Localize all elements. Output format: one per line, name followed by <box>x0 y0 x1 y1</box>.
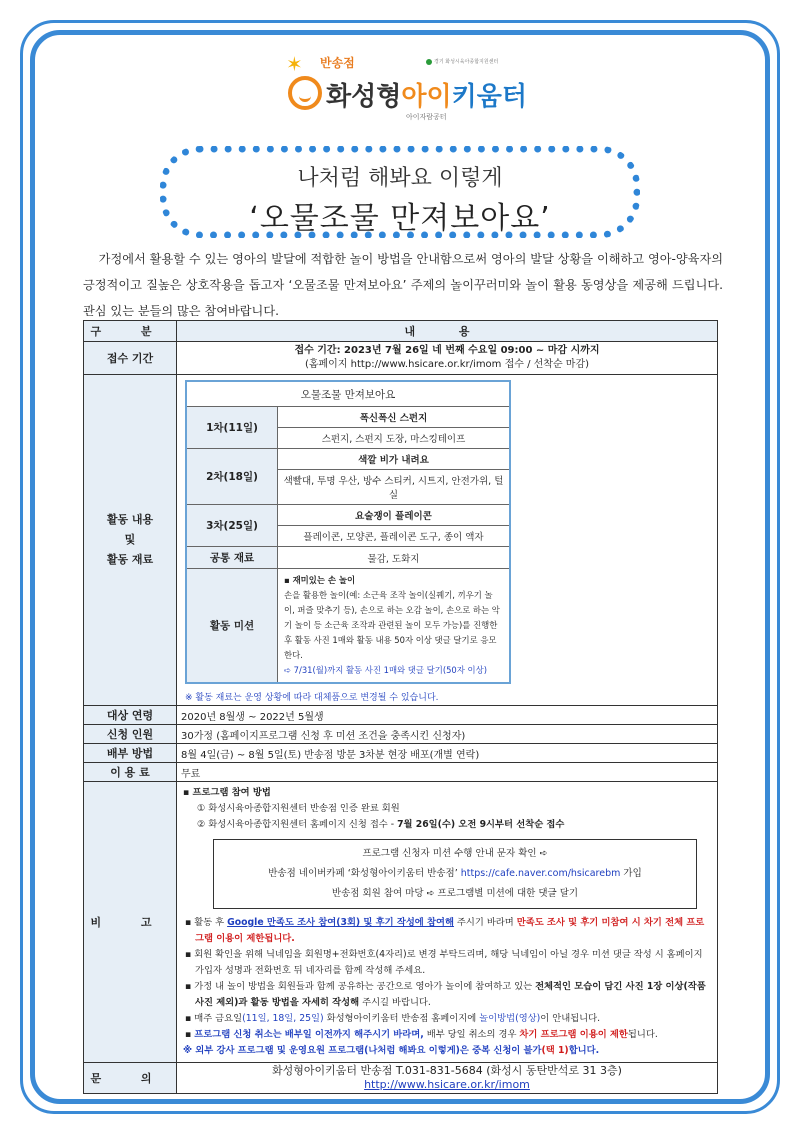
star-icon: ✶ <box>286 52 303 76</box>
row-contact <box>84 1063 718 1094</box>
remarks-label: 비 고 <box>84 782 177 1063</box>
row-people <box>84 725 718 744</box>
notice-line1: 프로그램 신청자 미션 수행 안내 문자 확인 ➪ <box>362 848 548 859</box>
fee-label: 이 용 료 <box>84 763 177 782</box>
activity-header: 오물조물 만져보아요 <box>186 381 510 407</box>
age-label: 대상 연령 <box>84 706 177 725</box>
note-4c: 화성형아이키움터 반송점 홈페이지에 <box>323 1013 480 1024</box>
people-label: 신청 인원 <box>84 725 177 744</box>
notice-box <box>213 839 697 909</box>
row-distribution <box>84 744 718 763</box>
distribution-label: 배부 방법 <box>84 744 177 763</box>
note-1 <box>183 915 711 947</box>
notice-line2c: 가입 <box>620 868 642 879</box>
age-value: 2020년 8월생 ~ 2022년 5월생 <box>177 706 718 725</box>
note-4a: ▪ 매주 금요일 <box>185 1013 243 1024</box>
activity-subtable <box>185 380 511 684</box>
logo-sub: 아이자람공터 <box>406 113 447 121</box>
distribution-value: 8월 4일(금) ~ 8월 5일(토) 반송점 방문 3차분 현장 배포(개별 연락) <box>177 744 718 763</box>
logo-name-c: 키움터 <box>451 82 527 112</box>
note-3 <box>183 979 711 1011</box>
note-5b: 프로그램 신청 취소는 배부일 이전까지 해주시기 바라며, <box>194 1029 424 1040</box>
note-5d: 차기 프로그램 이용이 제한 <box>519 1029 628 1040</box>
activity-footnote: ※ 활동 재료는 운영 상황에 따라 대체품으로 변경될 수 있습니다. <box>185 693 439 703</box>
people-value: 30가정 (홈페이지프로그램 신청 후 미션 조건을 충족시킨 신청자) <box>177 725 718 744</box>
logo-org: 경기 화성시육아종합지원센터 <box>434 59 499 65</box>
note-1a: ▪ 활동 후 <box>185 917 228 928</box>
contact-link[interactable]: http://www.hsicare.or.kr/imom <box>364 1078 530 1091</box>
mission-label: 활동 미션 <box>186 569 278 684</box>
note-1b: Google 만족도 조사 참여(3회) 및 후기 작성에 참여해 <box>227 917 454 928</box>
note-1c: 주시기 바라며 <box>453 917 517 928</box>
org-icon <box>426 59 432 65</box>
note-4 <box>183 1011 711 1027</box>
mission-text: 손을 활용한 놀이(예: 소근육 조작 놀이(실꿰기, 끼우기 놀이, 퍼즐 맞추기 등), 손으로 하는 오감 놀이, 손으로 하는 악기 놀이 등 소근육 조작과 관련된 놀이 모두 가능)를 진행한 후 활동 사진 1매와 활동 내용 50자 이상 댓글 달기로 응모한다. <box>284 590 500 660</box>
smile-icon <box>288 76 322 110</box>
contact-value <box>177 1063 718 1094</box>
table-header <box>84 321 718 342</box>
round3-items: 플레이콘, 모양콘, 플레이콘 도구, 종이 액자 <box>278 526 511 547</box>
row-reception <box>84 342 718 375</box>
logo <box>286 50 527 140</box>
contact-line1: 화성형아이키움터 반송점 T.031-831-5684 (화성시 동탄반석로 31 3층) <box>272 1064 622 1077</box>
note-5c: 배부 당일 취소의 경우 <box>423 1029 520 1040</box>
note-3b: 전체적인 모습이 담긴 사진 1장 이상(작품 사진 제외)과 활동 방법을 자세히 작성해 <box>195 981 706 1008</box>
fee-value: 무료 <box>177 763 718 782</box>
round1-name: 1차(11일) <box>186 407 278 449</box>
info-table <box>83 320 718 1094</box>
mission-content <box>278 569 511 684</box>
row-age <box>84 706 718 725</box>
row-remarks <box>84 782 718 1063</box>
note-3c: 주시길 바랍니다. <box>359 997 431 1008</box>
reception-line2: (홈페이지 http://www.hsicare.or.kr/imom 접수 / 선착순 마감) <box>304 359 590 370</box>
intro-body: 가정에서 활용할 수 있는 영아의 발달에 적합한 놀이 방법을 안내함으로써 영아의 발달 상황을 이해하고 영아-양육자의 긍정적이고 질높은 상호작용을 돕고자 ‘오물조물 만져보아요’ 주제의 놀이꾸러미와 놀이 활용 동영상을 제공해 드립니다. 관심 있는 분들의 많은 참여바랍니다. <box>83 252 723 318</box>
activity-label2: 및 <box>124 533 136 546</box>
note-5e: 됩니다. <box>627 1029 658 1040</box>
note-6 <box>183 1043 711 1059</box>
notice-line3: 반송점 회원 참여 마당 ➪ 프로그램별 미션에 대한 댓글 달기 <box>331 888 579 899</box>
mission-title: ▪ 재미있는 손 놀이 <box>284 575 356 585</box>
activity-label3: 활동 재료 <box>106 553 154 566</box>
reception-line1: 접수 기간: 2023년 7월 26일 네 번째 수요일 09:00 ~ 마감 시까지 <box>294 345 600 356</box>
mission-deadline: ➪ 7/31(월)까지 활동 사진 1매와 댓글 달기(50자 이상) <box>284 665 487 675</box>
intro-text <box>83 246 723 324</box>
title-box <box>160 146 640 238</box>
how-step1: ① 화성시육아종합지원센터 반송점 인증 완료 회원 <box>197 803 400 814</box>
reception-label: 접수 기간 <box>84 342 177 375</box>
note-4e: 이 안내됩니다. <box>540 1013 601 1024</box>
logo-name <box>326 76 527 113</box>
note-3a: ▪ 가정 내 놀이 방법을 회원들과 함께 공유하는 공간으로 영아가 놀이에 참여하고 있는 <box>185 981 536 992</box>
round3-name: 3차(25일) <box>186 505 278 547</box>
notice-line2a: 반송점 네이버카페 ‘화성형아이키움터 반송점’ <box>268 868 461 879</box>
note-6c: 합니다. <box>568 1045 600 1056</box>
title-line1: 나처럼 해봐요 이렇게 <box>297 166 503 191</box>
row-fee <box>84 763 718 782</box>
notice-line2 <box>220 864 690 884</box>
reception-value <box>177 342 718 375</box>
activity-label1: 활동 내용 <box>106 513 154 526</box>
note-5a: ▪ <box>185 1029 195 1040</box>
how-title: ▪ 프로그램 참여 방법 <box>183 787 271 798</box>
how-step2a: ② 화성시육아종합지원센터 홈페이지 신청 접수 - <box>197 819 398 830</box>
title-line2: ‘오물조물 만져보아요’ <box>249 201 551 236</box>
note-5 <box>183 1027 711 1043</box>
note-4b: (11일, 18일, 25일) <box>242 1013 324 1024</box>
how-step2 <box>183 817 711 833</box>
round2-name: 2차(18일) <box>186 449 278 505</box>
note-4d: 놀이방법(영상) <box>479 1013 541 1024</box>
note-6b: (택 1) <box>541 1045 569 1056</box>
activity-label <box>84 375 177 706</box>
note-1d: 만족도 조사 및 후기 미참여 시 차기 전체 프로그램 이용이 제한됩니다. <box>195 917 705 944</box>
remarks-content <box>177 782 718 1063</box>
contact-label: 문 의 <box>84 1063 177 1094</box>
col-head-content: 내 용 <box>177 321 718 342</box>
note-6a: ※ 외부 강사 프로그램 및 운영요원 프로그램(나처럼 해봐요 이렇게)은 중복 신청이 불가 <box>183 1045 542 1056</box>
activity-content <box>177 375 718 706</box>
how-step2b: 7월 26일(수) 오전 9시부터 선착순 접수 <box>397 819 565 830</box>
common-items: 물감, 도화지 <box>278 547 511 569</box>
round1-title: 폭신폭신 스펀지 <box>278 407 511 428</box>
logo-name-a: 화성형 <box>326 82 402 112</box>
cafe-link[interactable]: https://cafe.naver.com/hsicarebm <box>460 868 621 879</box>
round3-title: 요술쟁이 플레이콘 <box>278 505 511 526</box>
row-activity <box>84 375 718 706</box>
logo-branch: 반송점 <box>320 56 355 70</box>
round2-items: 색빨대, 투명 우산, 방수 스티커, 시트지, 안전가위, 털실 <box>278 470 511 505</box>
round1-items: 스펀지, 스펀지 도장, 마스킹테이프 <box>278 428 511 449</box>
col-head-category: 구 분 <box>84 321 177 342</box>
note-2: ▪ 회원 확인을 위해 닉네임을 회원명+전화번호(4자리)로 변경 부탁드리며, 해당 닉네임이 아닐 경우 미션 댓글 작성 시 홈페이지 가입자 성명과 전화번호 뒤 네자리를 함께 작성해 주세요. <box>185 949 703 976</box>
round2-title: 색깔 비가 내려요 <box>278 449 511 470</box>
common-label: 공통 재료 <box>186 547 278 569</box>
logo-name-b: 아이 <box>401 82 452 112</box>
